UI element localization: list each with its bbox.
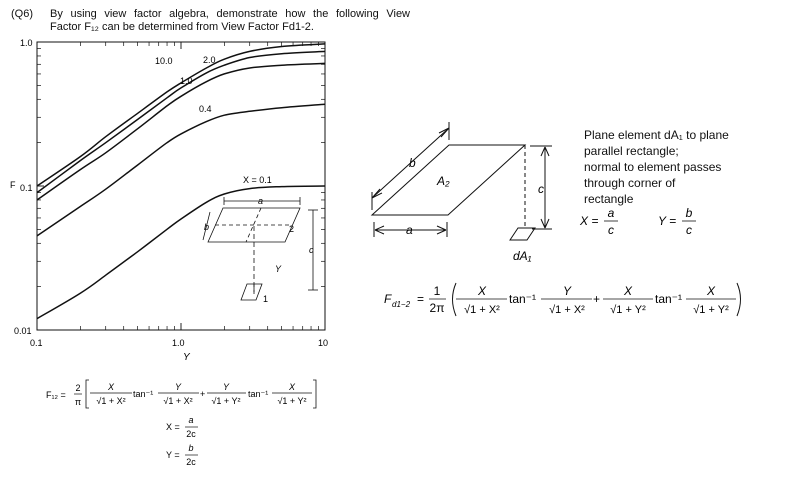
desc-line-2: parallel rectangle; xyxy=(584,144,679,158)
x-tick-1.0: 1.0 xyxy=(172,338,185,348)
fd12-paren-left xyxy=(453,283,457,316)
y-tick-1: 1.0 xyxy=(20,38,33,48)
y-tick-0.1: 0.1 xyxy=(20,183,33,193)
f12-den-x-2: √1 + X² xyxy=(163,396,193,406)
f12-def-y-lhs: Y = xyxy=(166,450,180,460)
fd12-frac-den: 2π xyxy=(429,301,445,315)
fd12-paren-right xyxy=(737,283,741,316)
inset-label-b: b xyxy=(204,222,210,232)
f12-den-y-2: √1 + Y² xyxy=(277,396,307,406)
x-tick-0.1: 0.1 xyxy=(30,338,43,348)
fd12-den-x-2: √1 + X² xyxy=(549,304,585,316)
desc-line-5: rectangle xyxy=(584,192,634,206)
f12-den-x-1: √1 + X² xyxy=(96,396,126,406)
f12-def-x-lhs: X = xyxy=(166,422,180,432)
f12-frac-num: 2 xyxy=(75,383,81,393)
f12-bracket-right xyxy=(313,380,316,408)
f12-tan-2: tan⁻¹ xyxy=(248,389,269,399)
diag-def-y-den: c xyxy=(686,223,692,237)
f12-frac-den: π xyxy=(74,397,82,407)
formula-f12 xyxy=(46,380,316,467)
f12-def-x-num: a xyxy=(188,415,194,425)
question-line-1: By using view factor algebra, demonstrate how the following View xyxy=(50,8,410,20)
parallel-rectangle-diagram xyxy=(372,122,552,240)
inset-label-1: 1 xyxy=(263,294,269,304)
x-axis-label: Y xyxy=(183,352,190,363)
fd12-frac-num: 1 xyxy=(433,284,441,298)
series-label-2: 2.0 xyxy=(203,55,216,65)
series-label-0.1: X = 0.1 xyxy=(243,175,272,185)
f12-y-num-2: Y xyxy=(222,382,230,392)
diag-def-x-den: c xyxy=(608,223,614,237)
fd12-x-num-2: X xyxy=(623,284,633,298)
label-b: b xyxy=(409,156,416,170)
series-label-1: 1.0 xyxy=(180,76,193,86)
diag-def-x-num: a xyxy=(607,206,615,220)
fd12-y-num-1: Y xyxy=(562,284,572,298)
series-label-10: 10.0 xyxy=(155,56,173,66)
desc-line-1: Plane element dA₁ to plane xyxy=(584,128,729,142)
f12-def-y-num: b xyxy=(188,443,194,453)
label-a2: A₂ xyxy=(437,174,450,188)
f12-plus: + xyxy=(200,389,206,399)
diag-def-y-lhs: Y = xyxy=(658,214,677,228)
f12-y-num-1: Y xyxy=(174,382,182,392)
f12-den-y-1: √1 + Y² xyxy=(211,396,241,406)
desc-line-3: normal to element passes xyxy=(584,160,722,174)
f12-tan-1: tan⁻¹ xyxy=(133,389,154,399)
desc-line-4: through corner of xyxy=(584,176,676,190)
f12-def-y-den: 2c xyxy=(186,457,196,467)
inset-labels xyxy=(204,196,314,304)
question-number: (Q6) xyxy=(11,8,33,20)
fd12-y-num-2: X xyxy=(706,284,716,298)
element-da1 xyxy=(510,228,535,240)
y-axis-label: F xyxy=(10,180,16,190)
fd12-tan-1: tan⁻¹ xyxy=(509,292,537,306)
fd12-tan-2: tan⁻¹ xyxy=(655,292,683,306)
y-tick-0.01: 0.01 xyxy=(14,326,32,336)
diagram-description xyxy=(584,127,784,207)
fd12-plus: + xyxy=(593,292,601,306)
fd12-sub: d1−2 xyxy=(392,300,411,309)
fd12-den-x-1: √1 + X² xyxy=(464,304,500,316)
view-factor-chart xyxy=(10,38,328,363)
inset-geometry xyxy=(203,197,318,300)
label-da1: dA₁ xyxy=(513,249,532,263)
inset-label-2: 2 xyxy=(289,224,295,234)
fd12-eq: = xyxy=(417,292,425,306)
inset-label-c: c xyxy=(309,245,314,255)
series-label-0.4: 0.4 xyxy=(199,104,212,114)
fd12-x-num-1: X xyxy=(477,284,487,298)
diag-def-x-lhs: X = xyxy=(580,214,599,228)
label-a: a xyxy=(406,223,413,237)
inset-label-a: a xyxy=(258,196,264,206)
x-tick-10: 10 xyxy=(318,338,329,348)
f12-lhs: F₁₂ = xyxy=(46,390,66,400)
f12-def-x-den: 2c xyxy=(186,429,196,439)
diag-def-y-num: b xyxy=(685,206,693,220)
label-c: c xyxy=(538,182,544,196)
fd12-lhs: F xyxy=(384,292,392,306)
formula-fd12 xyxy=(384,283,741,316)
fd12-den-y-2: √1 + Y² xyxy=(693,304,729,316)
f12-x-num-1: X xyxy=(107,382,115,392)
fd12-den-y-1: √1 + Y² xyxy=(610,304,646,316)
question-line-2: Factor F₁₂ can be determined from View Factor Fd1-2. xyxy=(50,21,314,33)
f12-bracket-left xyxy=(86,380,89,408)
inset-element-1 xyxy=(241,284,262,300)
inset-label-y: Y xyxy=(275,264,282,274)
curve-series-3 xyxy=(37,51,325,192)
f12-x-num-2: X xyxy=(288,382,296,392)
